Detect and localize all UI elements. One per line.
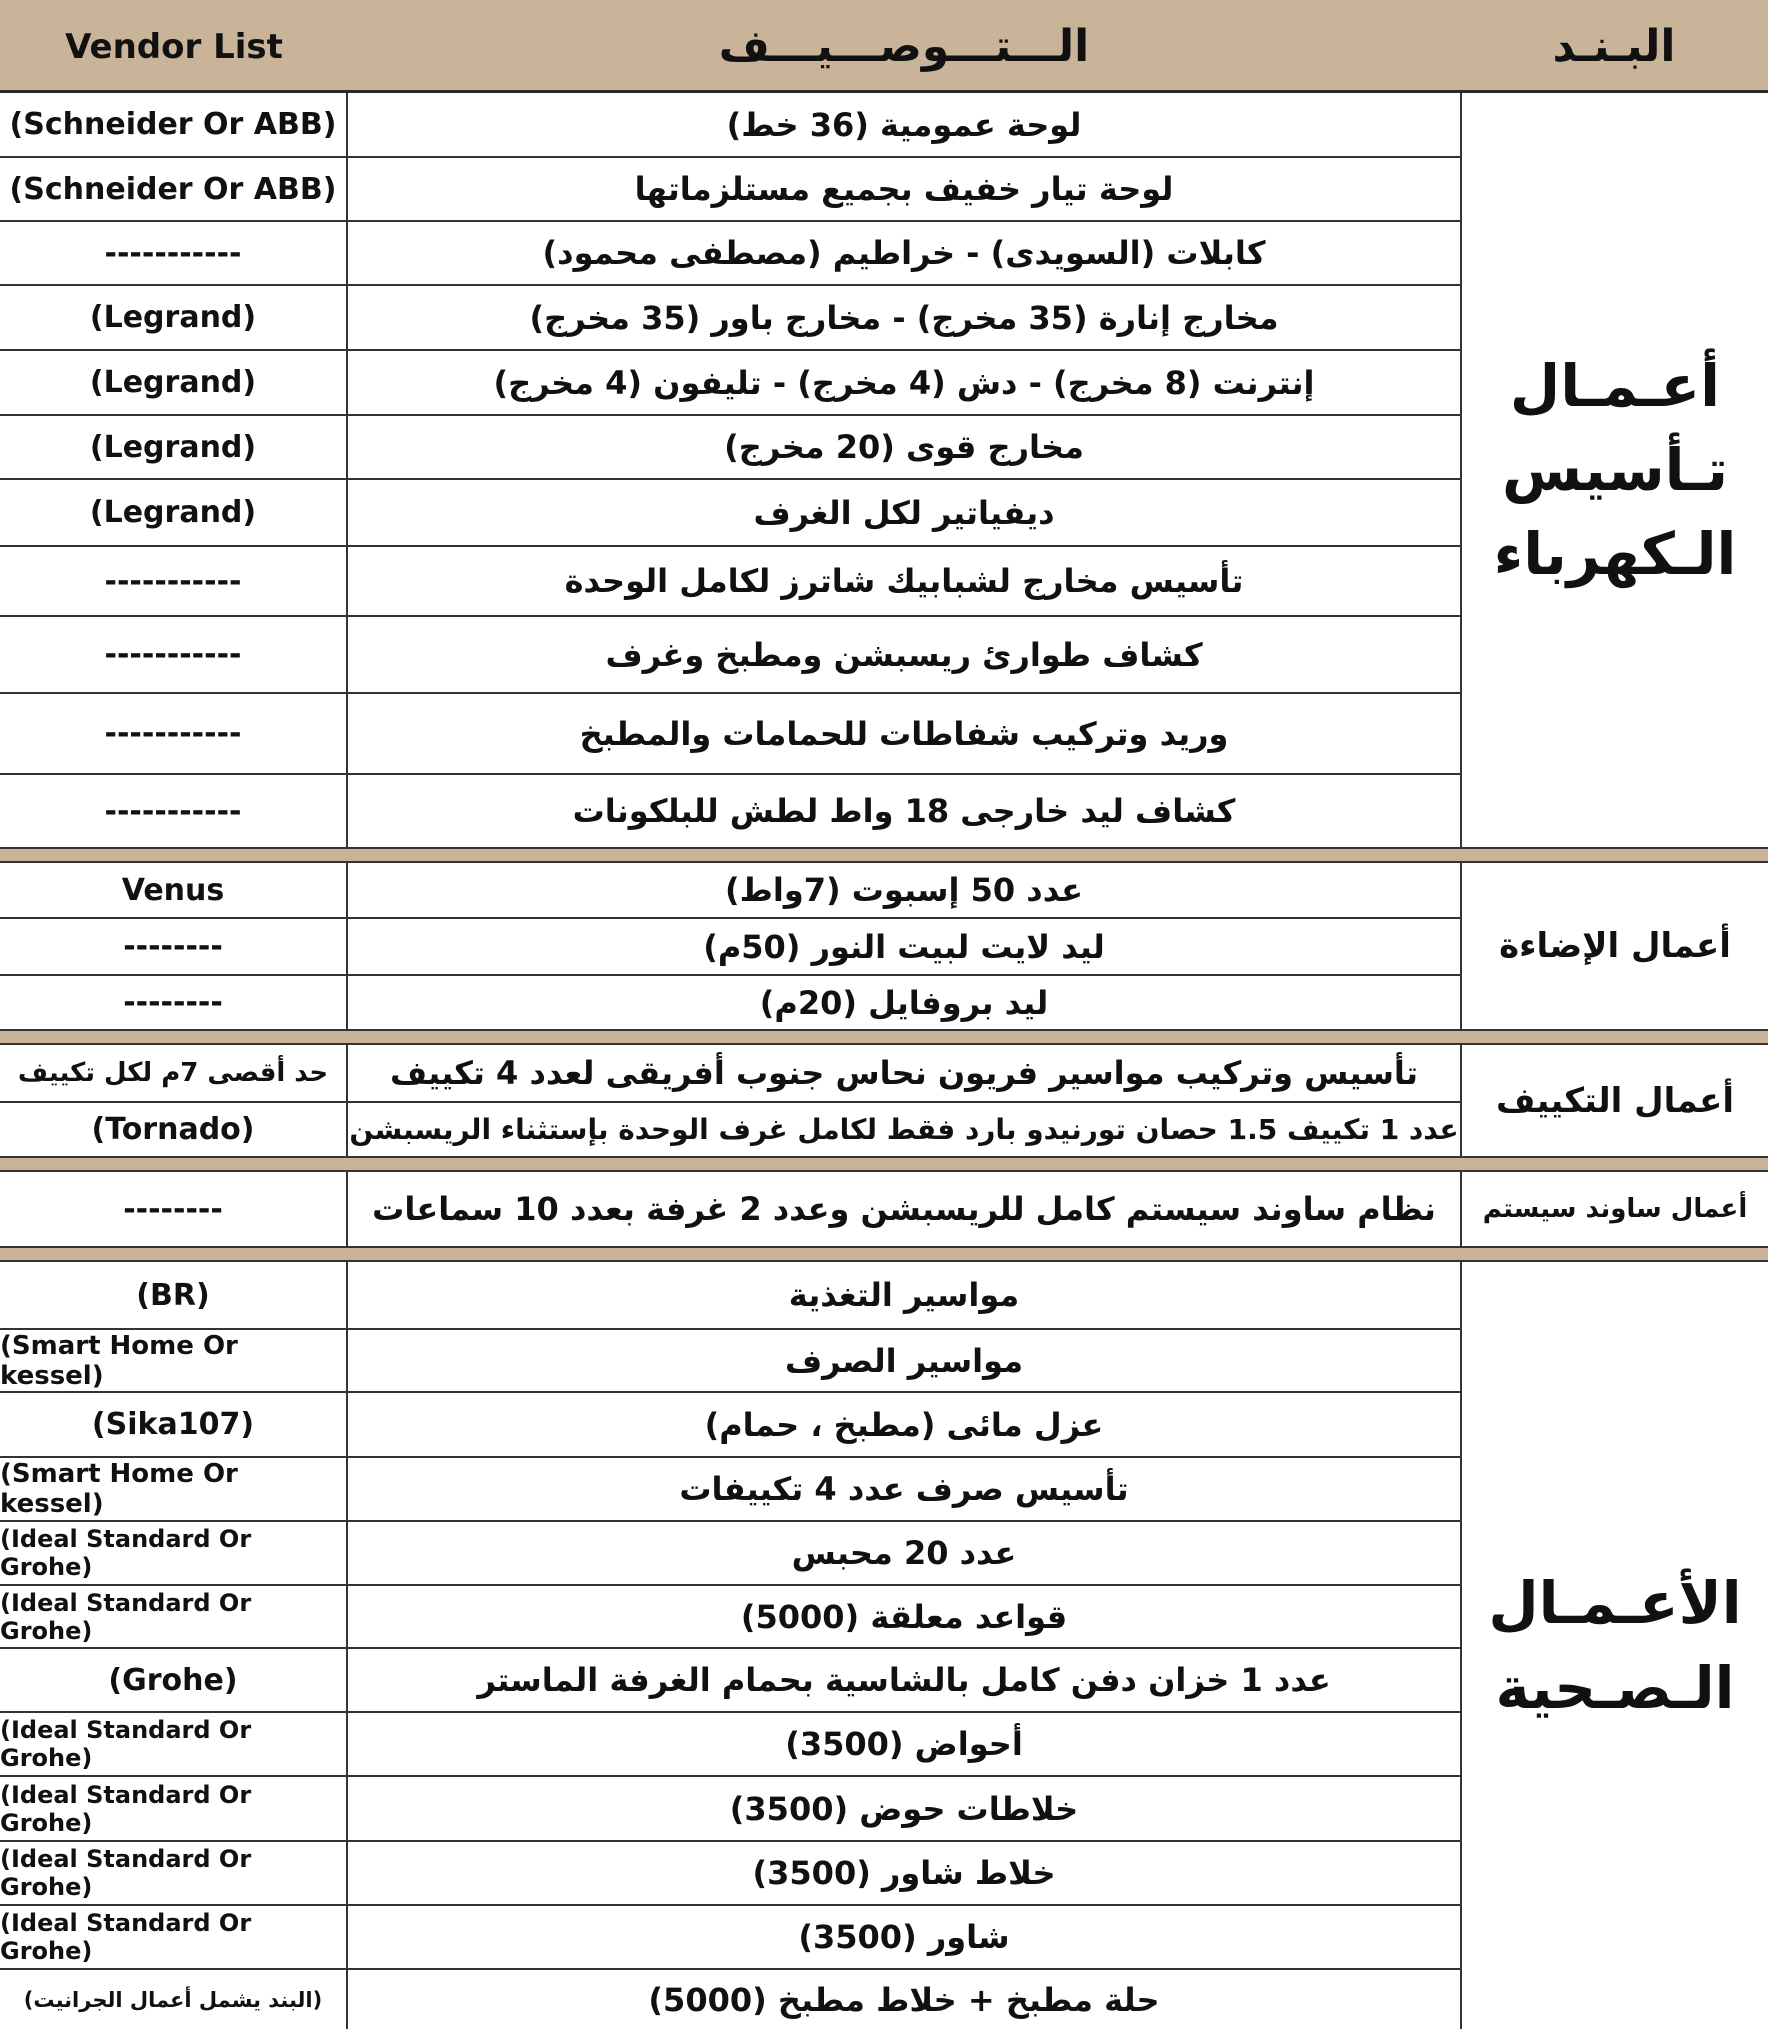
table-row	[0, 1586, 1460, 1649]
description-header: الـــتـــوصـــيـــف	[718, 21, 1090, 72]
table-row	[0, 93, 1460, 158]
description-cell: مواسير الصرف	[785, 1341, 1024, 1380]
description-cell: قواعد معلقة (5000)	[740, 1597, 1068, 1636]
vendor-cell: --------	[0, 976, 348, 1029]
table-row	[0, 617, 1460, 694]
vendor-cell: -----------	[0, 694, 348, 773]
table-row	[0, 976, 1460, 1029]
description-cell: تأسيس صرف عدد 4 تكييفات	[679, 1470, 1129, 1508]
vendor-cell: (Ideal Standard Or Grohe)	[0, 1777, 348, 1840]
table-row	[0, 222, 1460, 286]
table-row	[0, 1522, 1460, 1586]
table-row	[0, 1393, 1460, 1458]
description-cell: نظام ساوند سيستم كامل للريسبشن وعدد 2 غرفة بعدد 10 سماعات	[372, 1190, 1436, 1228]
section-divider	[0, 1246, 1768, 1262]
table-row	[0, 1842, 1460, 1906]
vendor-cell: (البند يشمل أعمال الجرانيت)	[0, 1970, 348, 2029]
description-cell: أحواض (3500)	[785, 1725, 1023, 1763]
vendor-cell: -----------	[0, 617, 348, 692]
table-row	[0, 1649, 1460, 1713]
description-cell: ليد لايت لبيت النور (50م)	[703, 927, 1105, 966]
description-cell: كابلات (السويدى) - خراطيم (مصطفى محمود)	[542, 234, 1266, 272]
vendor-cell: (Schneider Or ABB)	[0, 93, 348, 156]
vendor-cell: (Smart Home Or kessel)	[0, 1458, 348, 1520]
description-cell: كشاف ليد خارجى 18 واط لطش للبلكونات	[572, 792, 1236, 830]
description-cell: شاور (3500)	[798, 1918, 1010, 1956]
table-row	[0, 1970, 1460, 2029]
vendor-cell: (Ideal Standard Or Grohe)	[0, 1842, 348, 1904]
vendor-cell: (Legrand)	[0, 286, 348, 349]
table-row	[0, 694, 1460, 775]
table-row	[0, 286, 1460, 351]
vendor-cell: (Smart Home Or kessel)	[0, 1330, 348, 1391]
vendor-cell: Venus	[0, 863, 348, 917]
table-row	[0, 1172, 1460, 1246]
vendor-cell: (Legrand)	[0, 351, 348, 414]
vendor-cell: (Ideal Standard Or Grohe)	[0, 1522, 348, 1584]
table-row	[0, 1458, 1460, 1522]
vendor-cell: -----------	[0, 775, 348, 847]
description-cell: كشاف طوارئ ريسبشن ومطبخ وغرف	[605, 635, 1203, 674]
vendor-cell: حد أقصى 7م لكل تكييف	[0, 1045, 348, 1101]
vendor-cell: -----------	[0, 222, 348, 284]
description-cell: عدد 20 محبس	[791, 1534, 1017, 1572]
table-row	[0, 1103, 1460, 1156]
vendor-cell: (Legrand)	[0, 480, 348, 545]
vendor-cell: (Tornado)	[0, 1103, 348, 1156]
table-header	[0, 0, 1768, 93]
section-divider	[0, 1156, 1768, 1172]
section-divider	[0, 1029, 1768, 1045]
description-cell: لوحة عمومية (36 خط)	[726, 105, 1082, 144]
description-cell: تأسيس مخارج لشبابيك شاترز لكامل الوحدة	[564, 562, 1244, 600]
vendor-cell: (Grohe)	[0, 1649, 348, 1711]
table-row	[0, 1713, 1460, 1777]
vendor-cell: --------	[0, 1172, 348, 1246]
vendor-list-header: Vendor List	[65, 26, 283, 67]
vendor-cell: (BR)	[0, 1262, 348, 1328]
vendor-cell: --------	[0, 919, 348, 974]
table-row	[0, 1777, 1460, 1842]
vendor-cell: (Ideal Standard Or Grohe)	[0, 1906, 348, 1968]
item-header: البـنـد	[1552, 21, 1676, 72]
vendor-cell: (Legrand)	[0, 416, 348, 478]
item-cell-air-conditioning: أعمال التكييف	[1460, 1045, 1768, 1156]
vendor-cell: (Schneider Or ABB)	[0, 158, 348, 220]
table-row	[0, 351, 1460, 416]
item-cell-plumbing: الأعـمـال الـصـحية	[1460, 1262, 1768, 2029]
table-row	[0, 919, 1460, 976]
description-cell: عدد 1 تكييف 1.5 حصان تورنيدو بارد فقط لكامل غرف الوحدة بإستثناء الريسبشن	[349, 1113, 1459, 1146]
description-cell: عدد 1 خزان دفن كامل بالشاسية بحمام الغرفة الماستر	[477, 1661, 1331, 1699]
table-row	[0, 1906, 1460, 1970]
item-cell-sound-system: أعمال ساوند سيستم	[1460, 1172, 1768, 1246]
item-cell-electrical: أعـمـال تـأسيس الـكهرباء	[1460, 93, 1768, 847]
table-row	[0, 416, 1460, 480]
table-row	[0, 1262, 1460, 1330]
description-cell: خلاطات حوض (3500)	[729, 1789, 1079, 1828]
table-row	[0, 480, 1460, 547]
description-cell: ليد بروفايل (20م)	[759, 983, 1049, 1022]
vendor-cell: (Sika107)	[0, 1393, 348, 1456]
description-cell: حلة مطبخ + خلاط مطبخ (5000)	[648, 1980, 1160, 2019]
description-cell: لوحة تيار خفيف بجميع مستلزماتها	[634, 170, 1174, 208]
table-row	[0, 775, 1460, 847]
description-cell: عزل مائى (مطبخ ، حمام)	[704, 1405, 1104, 1444]
description-cell: وريد وتركيب شفاطات للحمامات والمطبخ	[579, 714, 1229, 753]
description-cell: مخارج قوى (20 مخرج)	[724, 428, 1084, 466]
description-cell: ديفياتير لكل الغرف	[753, 493, 1055, 532]
description-cell: خلاط شاور (3500)	[752, 1854, 1056, 1892]
table-row	[0, 547, 1460, 617]
table-row	[0, 863, 1460, 919]
item-cell-lighting: أعمال الإضاءة	[1460, 863, 1768, 1029]
description-cell: تأسيس وتركيب مواسير فريون نحاس جنوب أفريقى لعدد 4 تكييف	[390, 1054, 1418, 1092]
section-divider	[0, 847, 1768, 863]
description-cell: عدد 50 إسبوت (7واط)	[724, 871, 1084, 909]
table-row	[0, 158, 1460, 222]
vendor-cell: -----------	[0, 547, 348, 615]
vendor-cell: (Ideal Standard Or Grohe)	[0, 1713, 348, 1775]
description-cell: مواسير التغذية	[788, 1276, 1020, 1314]
description-cell: إنترنت (8 مخرج) - دش (4 مخرج) - تليفون (4 مخرج)	[493, 363, 1315, 402]
table-row	[0, 1045, 1460, 1103]
description-cell: مخارج إنارة (35 مخرج) - مخارج باور (35 مخرج)	[529, 298, 1279, 337]
vendor-cell: (Ideal Standard Or Grohe)	[0, 1586, 348, 1647]
table-row	[0, 1330, 1460, 1393]
